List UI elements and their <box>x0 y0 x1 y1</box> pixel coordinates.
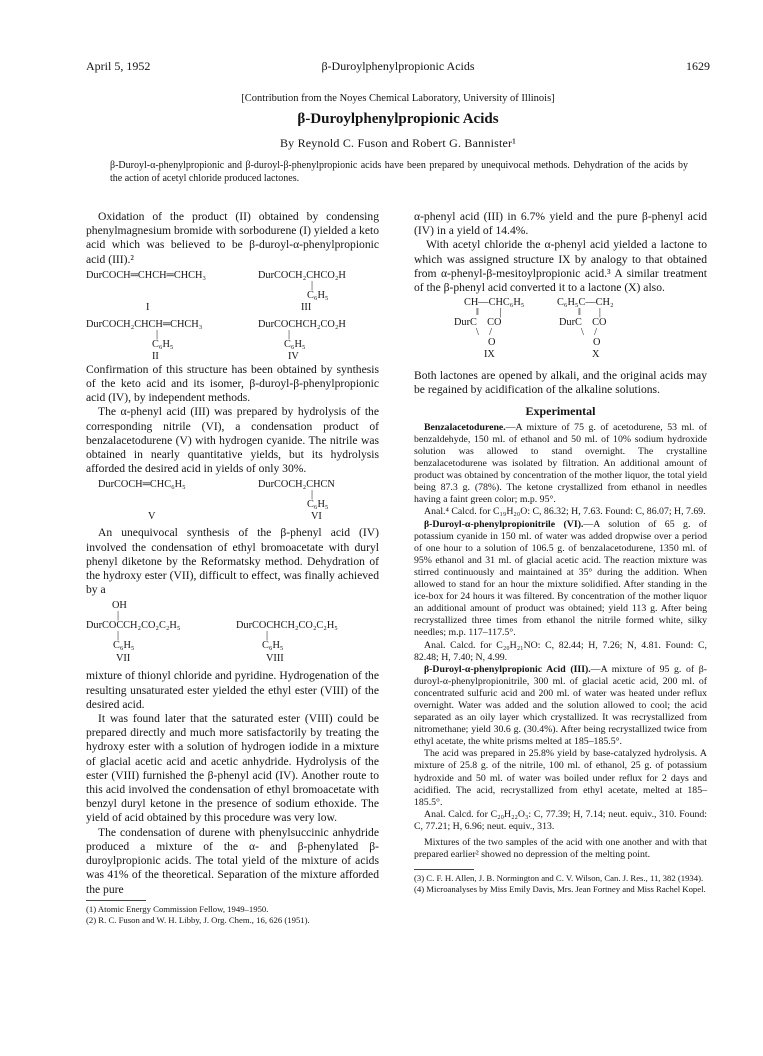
lactone-IX-ring: DurC CO <box>454 317 502 329</box>
paragraph: The α-phenyl acid (III) was prepared by hydrolysis of the corresponding nitrile (VI), a condensation product of benzalacetodurene (V) with hydrogen cyanide. The nitrile was obtained in nearly quantitative yields, but its hydrolysis afforded the desired acid in yields of only 30%. <box>86 405 379 476</box>
paragraph: Both lactones are opened by alkali, and the original acids may be regained by acidification of the alkaline solutions. <box>414 369 707 397</box>
bond-line: | <box>156 328 159 340</box>
substituent: C₆H₅ <box>113 640 135 652</box>
bond-line: | <box>311 279 314 291</box>
substituent: C₆H₅ <box>262 640 284 652</box>
substituent: C₆H₅ <box>284 338 306 350</box>
contribution-line: [Contribution from the Noyes Chemical Laboratory, University of Illinois] <box>241 93 555 104</box>
bond-line: | <box>117 630 120 642</box>
footnotes-left <box>86 904 379 926</box>
compound-label: V <box>148 511 156 523</box>
experimental-paragraph: β-Duroyl-α-phenylpropionitrile (VI).—A solution of 65 g. of potassium cyanide in 150 ml. of water was added dropwise over a period of one hour to a solution of 106.5 g. of benzalacetodurene, 1350 ml. of 95% ethanol and 31 ml. of glacial acetic acid. The reaction mixture was stirred continuously and maintained at 35° during the addition. When allowed to stand for an hour the mixture solidified. After standing in the ice-box for 24 hours it was filtered. By concentration of the mother liquor an additional amount of product was obtained; yield 113 g. After being recrystallized three times from ethanol the nitrile formed white, silky needles; m.p. 117–117.5°. <box>414 518 707 639</box>
compound-heading: β-Duroyl-α-phenylpropionitrile (VI). <box>424 518 584 530</box>
running-title: β-Duroylphenylpropionic Acids <box>321 59 475 73</box>
formula-III: DurCOCH₂CHCO₂H <box>258 269 346 281</box>
compound-label: VI <box>311 511 322 523</box>
formula-II: DurCOCH₂CHCH═CHCH₃ <box>86 318 203 330</box>
substituent: C₆H₅ <box>307 499 329 511</box>
compound-label: X <box>592 349 600 361</box>
bond-line: ‖ | <box>578 307 601 319</box>
paragraph: The condensation of durene with phenylsuccinic anhydride produced a mixture of the α- and β-phenylated β-duroylpropionic acids. The total yield of the mixture of acids was 41% of the theoretical. Separation of the mixture afforded the pure <box>86 825 379 896</box>
compound-label: II <box>152 350 159 362</box>
footnote: (2) R. C. Fuson and W. H. Libby, J. Org. Chem., 16, 626 (1951). <box>86 914 310 925</box>
bond-line: \ / <box>476 327 493 339</box>
footnote: (4) Microanalyses by Miss Emily Davis, Mrs. Jean Fortney and Miss Rachel Kopel. <box>414 884 706 895</box>
bond-line: ‖ | <box>476 307 502 319</box>
compound-label: VIII <box>266 653 284 665</box>
paragraph: Oxidation of the product (II) obtained by condensing phenylmagnesium bromide with sorbodurene (I) yielded a keto acid which was believed to be β-duroyl-α-phenylpropionic acid (III).² <box>86 210 379 266</box>
abstract: β-Duroyl-α-phenylpropionic and β-duroyl-β-phenylpropionic acids have been prepared by unequivocal methods. Dehydration of the acids by the action of acetyl chloride produced lactones. <box>110 160 688 184</box>
paragraph: mixture of thionyl chloride and pyridine. Hydrogenation of the resulting unsaturated ester yielded the ethyl ester (VIII) of the desired acid. <box>86 669 379 711</box>
footnote: (1) Atomic Energy Commission Fellow, 1949–1950. <box>86 903 269 914</box>
structure-formulas-2 <box>86 476 379 526</box>
compound-heading: Benzalacetodurene. <box>424 421 506 433</box>
structure-formulas-3 <box>86 597 379 669</box>
footnote: (3) C. F. H. Allen, J. B. Normington and C. V. Wilson, Can. J. Res., 11, 382 (1934). <box>414 873 704 884</box>
paragraph: Confirmation of this structure has been obtained by synthesis of the keto acid and its isomer, β-duroyl-β-phenylpropionic acid (IV), by independent methods. <box>86 362 379 405</box>
substituent: C₆H₅ <box>152 338 174 350</box>
formula-V: DurCOCH═CHC₆H₅ <box>98 479 186 491</box>
compound-label: IX <box>484 349 495 361</box>
ring-oxygen: O <box>593 337 601 349</box>
structure-formulas-1 <box>86 267 379 363</box>
experimental-heading: Experimental <box>525 403 596 418</box>
lactone-IX-top: CH—CHC₆H₅ <box>464 297 525 309</box>
experimental-paragraph: The acid was prepared in 25.8% yield by base-catalyzed hydrolysis. A mixture of 25.8 g. of the nitrile, 100 ml. of ethanol, 25 g. of potassium hydroxide and 50 ml. of water was boiled under reflux for 2 days and acidified. The acid, recrystallized from ethyl acetate, melted at 185–185.5°. <box>414 748 707 808</box>
running-head <box>86 59 710 75</box>
footnote-divider <box>414 869 474 870</box>
issue-date: April 5, 1952 <box>86 59 151 73</box>
formula-VII: DurCOCCH₂CO₂C₂H₅ <box>86 620 181 632</box>
analysis-line: Anal.⁴ Calcd. for C₁₉H₂₀O: C, 86.32; H, 7.63. Found: C, 86.07; H, 7.69. <box>424 506 706 518</box>
ring-oxygen: O <box>488 337 496 349</box>
lactone-X-ring: DurC CO <box>559 317 607 329</box>
compound-heading: β-Duroyl-α-phenylpropionic Acid (III). <box>424 663 591 675</box>
right-column <box>414 210 707 895</box>
footnote-divider <box>86 900 146 901</box>
experimental-paragraph: β-Duroyl-α-phenylpropionic Acid (III).—A mixture of 95 g. of β-duroyl-α-phenylpropionitrile, 300 ml. of glacial acetic acid, 200 ml. of concentrated sulfuric acid and 200 ml. of water was heated under reflux overnight. Water was added and the solution allowed to cool; the acid separated as an oily layer which crystallized. It was recrystallized from nitromethane; yield 30.6 g. (30.4%). After being recrystallized twice from ethyl acetate, the white prisms melted at 185–185.5°. <box>414 663 707 748</box>
paragraph: It was found later that the saturated ester (VIII) could be prepared directly and much more satisfactorily by treating the hydroxy ester with a solution of hydrogen iodide in a mixture of glacial acetic acid and acetic anhydride. Hydrolysis of the ester (VIII) furnished the β-phenyl acid (IV). Another route to this acid involved the condensation of ethyl bromoacetate with benzyl duryl ketone in the presence of sodium ethoxide. The yield of acid obtained by this procedure was very low. <box>86 712 379 825</box>
compound-label: IV <box>288 350 299 362</box>
paragraph: α-phenyl acid (III) in 6.7% yield and the pure β-phenyl acid (IV) in a yield of 14.4%. <box>414 210 707 238</box>
bond-line: | <box>288 328 291 340</box>
lactone-structures <box>414 295 707 361</box>
footnotes-right <box>414 873 707 895</box>
page-number: 1629 <box>686 59 710 73</box>
lactone-X-top: C₆H₅C—CH₂ <box>557 297 614 309</box>
bond-line: | <box>266 630 269 642</box>
formula-VI: DurCOCH₂CHCN <box>258 479 335 491</box>
experimental-paragraph: Benzalacetodurene.—A mixture of 75 g. of acetodurene, 53 ml. of benzaldehyde, 150 ml. of ethanol and 50 ml. of 10% sodium hydroxide solution was allowed to stand overnight. The crystalline benzalacetodurene was isolated by filtration. An additional amount of product was obtained by concentration of the mother liquor, the total yield being 87.3 g. (78%). The ketone crystallized from ethanol in needles having a faint green color; m.p. 95°. <box>414 421 707 506</box>
formula-VIII: DurCOCHCH₂CO₂C₂H₅ <box>236 620 338 632</box>
hydroxyl-group: OH <box>112 600 127 612</box>
left-column <box>86 210 379 926</box>
compound-label: VII <box>116 653 131 665</box>
paragraph: With acetyl chloride the α-phenyl acid yielded a lactone to which was assigned structure IX by analogy to that obtained from α-phenyl-β-mesitoylpropionic acid.³ A similar treatment of the β-phenyl acid converted it to a lactone (X) also. <box>414 238 707 295</box>
compound-label: III <box>301 301 312 313</box>
formula-IV: DurCOCHCH₂CO₂H <box>258 318 346 330</box>
compound-label: I <box>146 301 150 313</box>
analysis-line: Anal. Calcd. for C₂₀H₂₂O₃: C, 77.39; H, 7.14; neut. equiv., 310. Found: C, 77.21; H, 6.96; neut. equiv., 313. <box>414 808 707 832</box>
analysis-line: Anal. Calcd. for C₂₀H₂₁NO: C, 82.44; H, 7.26; N, 4.81. Found: C, 82.48; H, 7.40; N, 4.99. <box>414 639 707 663</box>
experimental-paragraph: Mixtures of the two samples of the acid with one another and with that prepared earlier² showed no depression of the melting point. <box>414 837 707 861</box>
paragraph: An unequivocal synthesis of the β-phenyl acid (IV) involved the condensation of ethyl bromoacetate with duryl phenyl diketone by the Reformatsky method. Dehydration of the hydroxy ester (VII), difficult to effect, was finally achieved by a <box>86 526 379 597</box>
bond-line: \ / <box>581 327 598 339</box>
article-title: β-Duroylphenylpropionic Acids <box>297 111 499 127</box>
author-line: By Reynold C. Fuson and Robert G. Bannister¹ <box>279 136 517 150</box>
bond-line: | <box>117 610 120 622</box>
substituent: C₆H₅ <box>307 289 329 301</box>
formula-I: DurCOCH═CHCH═CHCH₃ <box>86 269 207 281</box>
bond-line: | <box>311 489 314 501</box>
